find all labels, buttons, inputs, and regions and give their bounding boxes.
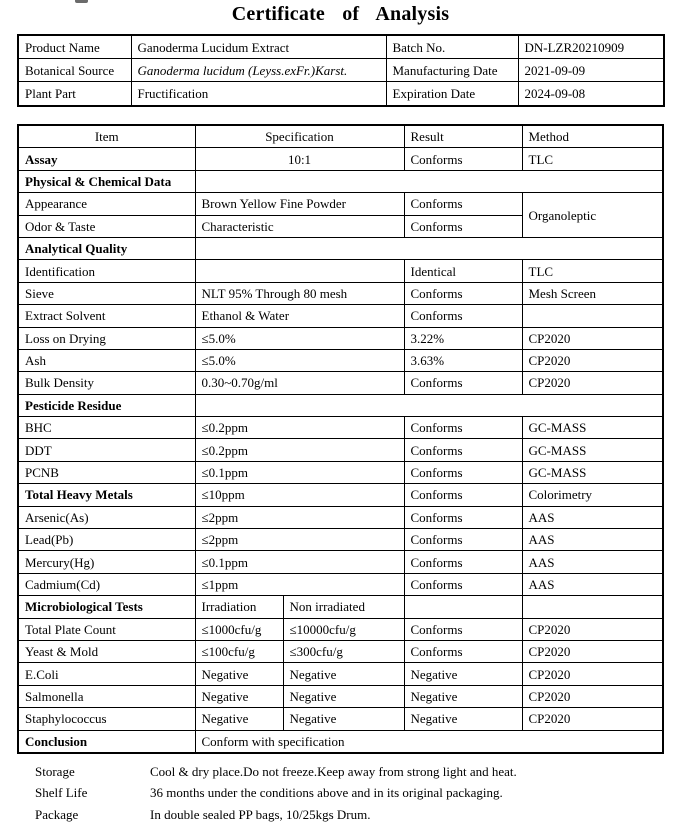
- table-cell: Characteristic: [195, 215, 404, 237]
- table-row: [18, 506, 663, 528]
- table-row: [18, 663, 663, 685]
- table-cell: CP2020: [522, 640, 663, 662]
- table-row: [18, 708, 663, 730]
- table-cell: ≤300cfu/g: [283, 640, 404, 662]
- table-cell: [522, 305, 663, 327]
- table-cell: Identical: [404, 260, 522, 282]
- table-cell: ≤0.1ppm: [195, 551, 404, 573]
- table-cell: Negative: [404, 663, 522, 685]
- table-cell: Identification: [18, 260, 195, 282]
- table-cell: DN-LZR20210909: [518, 35, 664, 59]
- table-cell: GC-MASS: [522, 461, 663, 483]
- table-row: [18, 685, 663, 707]
- table-cell: Method: [522, 125, 663, 148]
- table-cell: Conform with specification: [195, 730, 663, 753]
- table-cell: [195, 170, 663, 192]
- table-cell: DDT: [18, 439, 195, 461]
- table-cell: ≤5.0%: [195, 327, 404, 349]
- table-cell: Conforms: [404, 215, 522, 237]
- table-row: [18, 59, 664, 82]
- table-cell: [404, 596, 522, 618]
- table-cell: CP2020: [522, 663, 663, 685]
- table-cell: Physical & Chemical Data: [18, 170, 195, 192]
- table-cell: ≤2ppm: [195, 506, 404, 528]
- table-row: [18, 484, 663, 506]
- table-cell: Conforms: [404, 193, 522, 215]
- table-cell: Negative: [404, 708, 522, 730]
- table-row: [18, 193, 663, 215]
- table-row: [18, 551, 663, 573]
- table-row: [18, 260, 663, 282]
- table-cell: CP2020: [522, 618, 663, 640]
- table-row: [18, 439, 663, 461]
- table-cell: Conforms: [404, 461, 522, 483]
- table-row: [18, 282, 663, 304]
- table-row: [18, 170, 663, 192]
- table-cell: E.Coli: [18, 663, 195, 685]
- table-cell: BHC: [18, 417, 195, 439]
- footer-line: [0, 761, 681, 783]
- table-cell: 3.22%: [404, 327, 522, 349]
- page-title: Certificate of Analysis: [231, 3, 450, 25]
- table-cell: Conforms: [404, 573, 522, 595]
- table-cell: Conforms: [404, 506, 522, 528]
- table-cell: Irradiation: [195, 596, 283, 618]
- table-cell: Extract Solvent: [18, 305, 195, 327]
- table-row: [18, 125, 663, 148]
- footer-label: Package: [35, 806, 79, 822]
- table-cell: Salmonella: [18, 685, 195, 707]
- table-cell: Sieve: [18, 282, 195, 304]
- table-cell: ≤0.2ppm: [195, 439, 404, 461]
- table-row: [18, 596, 663, 618]
- footer-label: Storage: [35, 763, 75, 779]
- table-cell: PCNB: [18, 461, 195, 483]
- table-cell: 2021-09-09: [518, 59, 664, 82]
- table-row: [18, 640, 663, 662]
- product-info-table: [17, 34, 665, 107]
- table-cell: Negative: [283, 663, 404, 685]
- table-cell: 2024-09-08: [518, 82, 664, 106]
- table-cell: ≤1ppm: [195, 573, 404, 595]
- table-cell: Total Plate Count: [18, 618, 195, 640]
- table-cell: [195, 260, 404, 282]
- table-cell: Total Heavy Metals: [18, 484, 195, 506]
- table-cell: Pesticide Residue: [18, 394, 195, 416]
- table-cell: Product Name: [18, 35, 131, 59]
- footer-line: [0, 804, 681, 826]
- table-cell: Ganoderma lucidum (Leyss.exFr.)Karst.: [131, 59, 386, 82]
- table-cell: 10:1: [195, 148, 404, 170]
- footer-text: 36 months under the conditions above and in its original packaging.: [150, 785, 503, 801]
- analysis-results-table: [17, 124, 664, 754]
- table-row: [18, 730, 663, 753]
- table-cell: Result: [404, 125, 522, 148]
- table-cell: Ash: [18, 349, 195, 371]
- table-cell: Specification: [195, 125, 404, 148]
- footer-line: [0, 783, 681, 805]
- table-row: [18, 618, 663, 640]
- table-cell: AAS: [522, 551, 663, 573]
- table-cell: Lead(Pb): [18, 529, 195, 551]
- table-row: [18, 237, 663, 259]
- table-cell: Conforms: [404, 282, 522, 304]
- table-cell: Negative: [404, 685, 522, 707]
- table-cell: Conforms: [404, 305, 522, 327]
- table-cell: ≤2ppm: [195, 529, 404, 551]
- table-row: [18, 305, 663, 327]
- table-cell: Conforms: [404, 372, 522, 394]
- table-cell: Odor & Taste: [18, 215, 195, 237]
- table-row: [18, 529, 663, 551]
- table-cell: Negative: [195, 685, 283, 707]
- table-cell: Mesh Screen: [522, 282, 663, 304]
- table-cell: Negative: [283, 708, 404, 730]
- table-cell: Botanical Source: [18, 59, 131, 82]
- table-cell: 0.30~0.70g/ml: [195, 372, 404, 394]
- table-cell: Microbiological Tests: [18, 596, 195, 618]
- table-cell: Batch No.: [386, 35, 518, 59]
- table-row: [18, 349, 663, 371]
- table-cell: Ganoderma Lucidum Extract: [131, 35, 386, 59]
- table-cell: [522, 596, 663, 618]
- table-cell: Non irradiated: [283, 596, 404, 618]
- table-cell: Arsenic(As): [18, 506, 195, 528]
- table-cell: GC-MASS: [522, 439, 663, 461]
- table-row: [18, 372, 663, 394]
- table-cell: Plant Part: [18, 82, 131, 106]
- table-cell: ≤5.0%: [195, 349, 404, 371]
- table-cell: CP2020: [522, 685, 663, 707]
- table-cell: Conforms: [404, 551, 522, 573]
- table-cell: AAS: [522, 506, 663, 528]
- table-cell: Conforms: [404, 640, 522, 662]
- table-row: [18, 417, 663, 439]
- table-cell: CP2020: [522, 327, 663, 349]
- table-cell: Fructification: [131, 82, 386, 106]
- footer-label: Shelf Life: [35, 785, 88, 801]
- table-cell: Organoleptic: [522, 193, 663, 238]
- table-row: [18, 35, 664, 59]
- table-cell: Conforms: [404, 484, 522, 506]
- table-cell: Conforms: [404, 618, 522, 640]
- table-cell: CP2020: [522, 349, 663, 371]
- table-cell: ≤100cfu/g: [195, 640, 283, 662]
- table-cell: Staphylococcus: [18, 708, 195, 730]
- table-row: [18, 394, 663, 416]
- table-cell: [195, 237, 663, 259]
- table-cell: ≤10ppm: [195, 484, 404, 506]
- table-cell: ≤0.2ppm: [195, 417, 404, 439]
- table-cell: 3.63%: [404, 349, 522, 371]
- table-row: [18, 82, 664, 106]
- table-cell: Loss on Drying: [18, 327, 195, 349]
- table-cell: Ethanol & Water: [195, 305, 404, 327]
- footer-notes: [0, 761, 681, 826]
- table-row: [18, 573, 663, 595]
- table-cell: Item: [18, 125, 195, 148]
- table-cell: Mercury(Hg): [18, 551, 195, 573]
- table-cell: Negative: [195, 663, 283, 685]
- table-row: [18, 327, 663, 349]
- table-cell: Conforms: [404, 529, 522, 551]
- table-cell: Negative: [283, 685, 404, 707]
- table-cell: CP2020: [522, 708, 663, 730]
- table-cell: Yeast & Mold: [18, 640, 195, 662]
- footer-text: Cool & dry place.Do not freeze.Keep away from strong light and heat.: [150, 763, 517, 779]
- table-cell: AAS: [522, 573, 663, 595]
- table-cell: CP2020: [522, 372, 663, 394]
- table-cell: Expiration Date: [386, 82, 518, 106]
- table-cell: Assay: [18, 148, 195, 170]
- table-cell: ≤1000cfu/g: [195, 618, 283, 640]
- table-cell: Bulk Density: [18, 372, 195, 394]
- table-cell: ≤0.1ppm: [195, 461, 404, 483]
- table-row: [18, 461, 663, 483]
- table-cell: Manufacturing Date: [386, 59, 518, 82]
- table-cell: TLC: [522, 260, 663, 282]
- table-cell: NLT 95% Through 80 mesh: [195, 282, 404, 304]
- table-cell: TLC: [522, 148, 663, 170]
- table-cell: Appearance: [18, 193, 195, 215]
- table-cell: ≤10000cfu/g: [283, 618, 404, 640]
- table-cell: Colorimetry: [522, 484, 663, 506]
- table-cell: Conclusion: [18, 730, 195, 753]
- table-cell: GC-MASS: [522, 417, 663, 439]
- footer-text: In double sealed PP bags, 10/25kgs Drum.: [150, 806, 371, 822]
- table-cell: AAS: [522, 529, 663, 551]
- table-cell: Conforms: [404, 148, 522, 170]
- table-cell: Analytical Quality: [18, 237, 195, 259]
- table-cell: Cadmium(Cd): [18, 573, 195, 595]
- table-cell: Conforms: [404, 439, 522, 461]
- table-row: [18, 148, 663, 170]
- table-cell: Negative: [195, 708, 283, 730]
- table-cell: Brown Yellow Fine Powder: [195, 193, 404, 215]
- table-cell: [195, 394, 663, 416]
- table-cell: Conforms: [404, 417, 522, 439]
